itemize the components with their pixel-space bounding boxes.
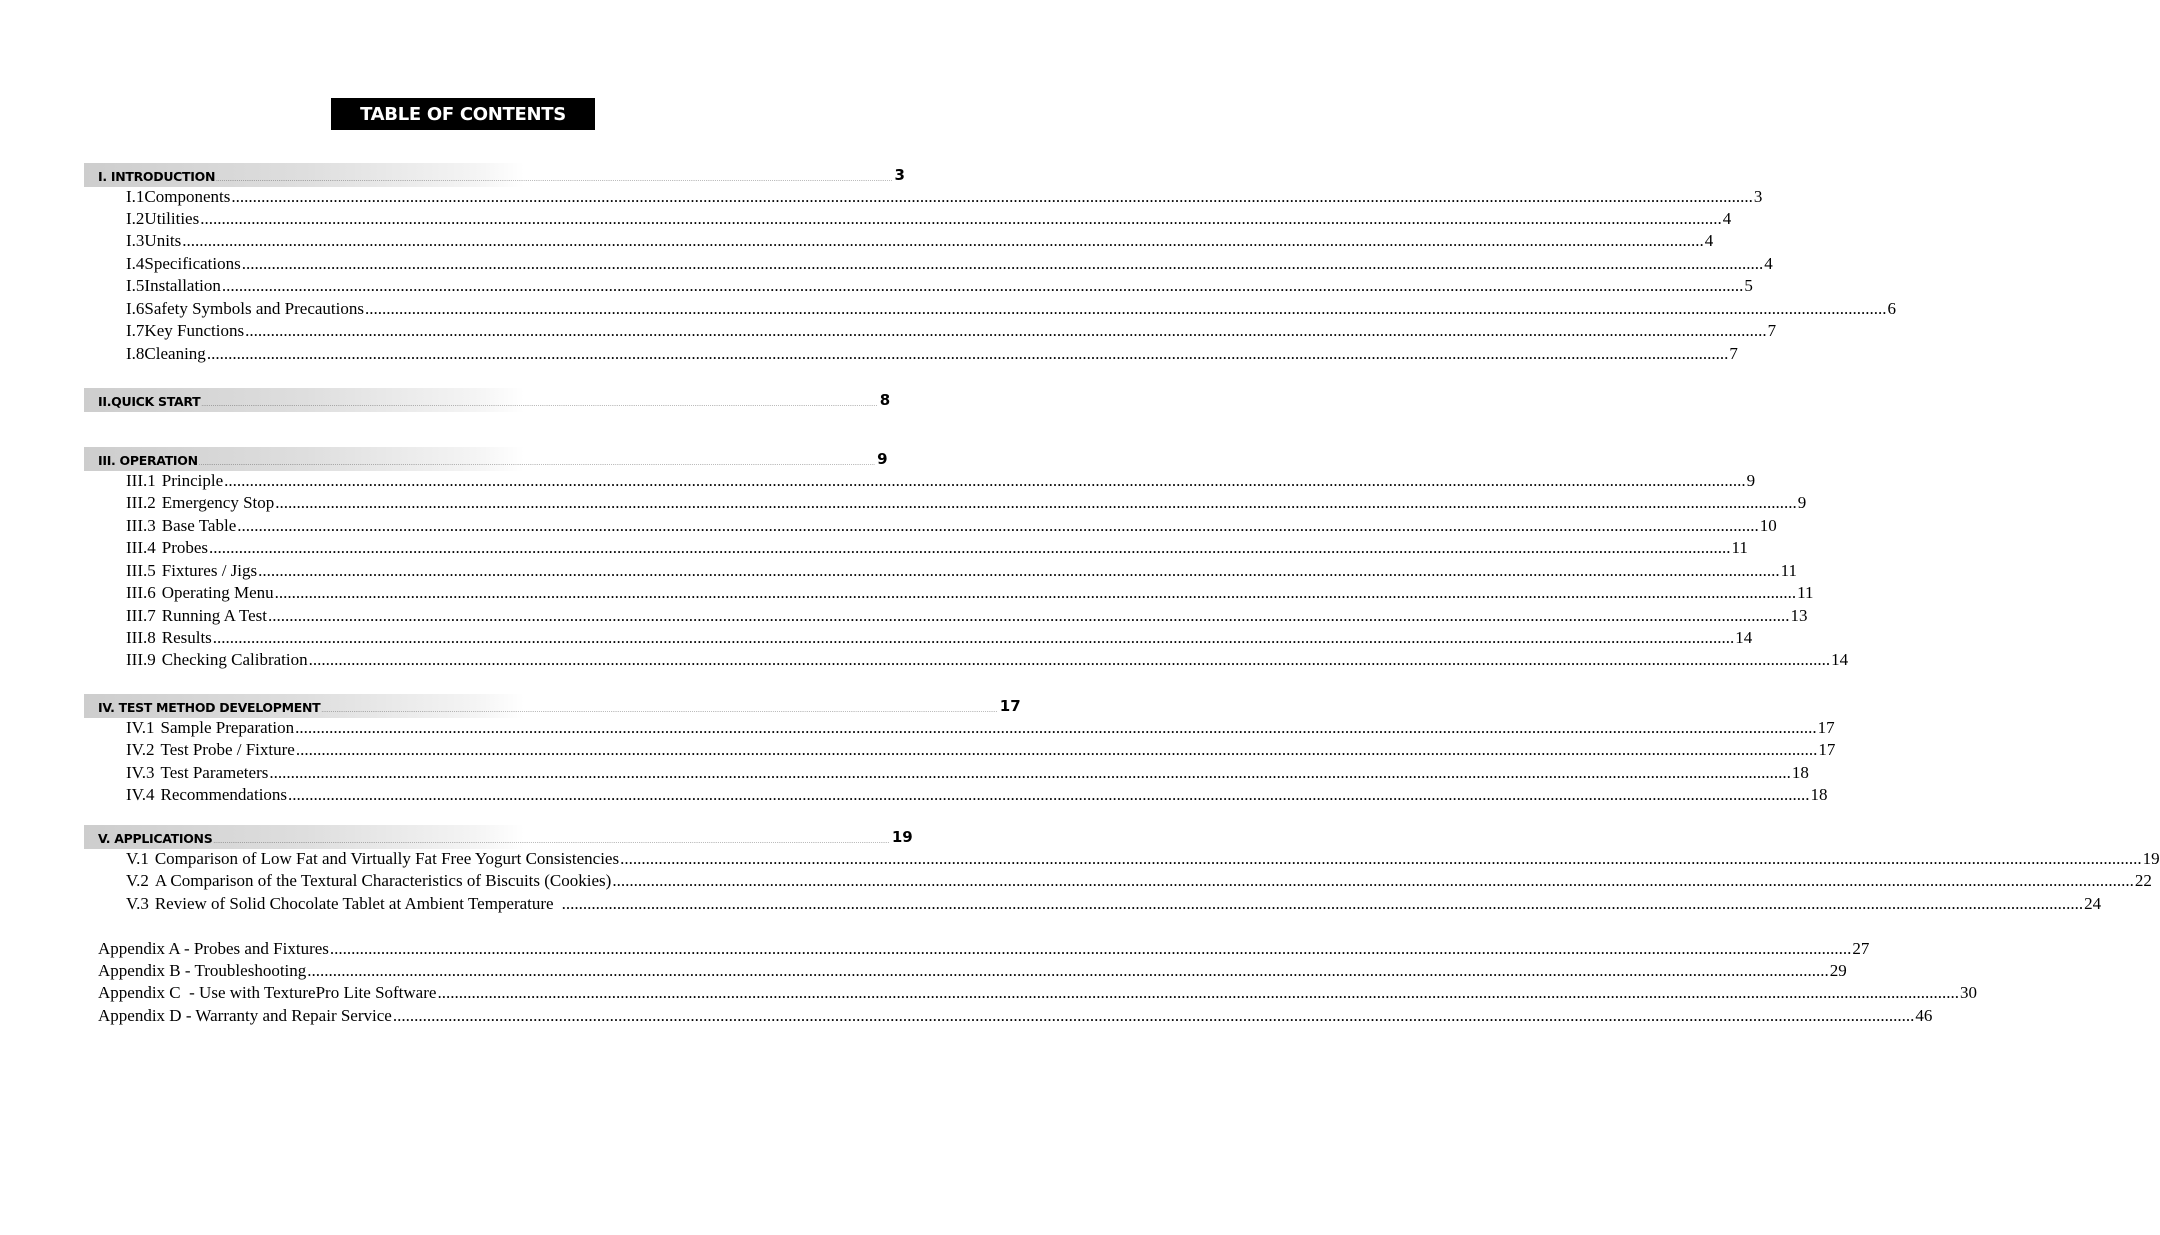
toc-entry[interactable] [126, 871, 2152, 893]
entry-page: 11 [1731, 538, 1748, 557]
toc-entry[interactable] [126, 785, 1828, 807]
section-heading-quick-start[interactable] [84, 388, 891, 412]
toc-entry[interactable] [126, 718, 1835, 740]
entry-title: Cleaning [144, 344, 206, 363]
toc-entry[interactable] [126, 894, 2102, 916]
dot-leader: ...................................................................................................................................................................................................................................................................................................................................................................... [275, 493, 1797, 512]
entry-number: I.2 [126, 209, 145, 228]
dot-leader: ...................................................................................................................................................................................................................................................................................................................................................................... [329, 939, 1852, 958]
entry-page: 29 [1829, 961, 1847, 980]
toc-entry[interactable] [126, 628, 1753, 650]
entry-number: IV.2 [126, 740, 155, 759]
entry-number: III.3 [126, 516, 156, 535]
dot-leader: ...................................................................................................................................................................................................................................................................................................................................................................... [274, 583, 1797, 602]
entry-title: Probes [161, 538, 209, 557]
appendix-entry[interactable] [98, 961, 1847, 983]
section-heading-introduction[interactable] [84, 163, 905, 187]
appendix-entry[interactable] [98, 983, 1977, 1005]
entry-page: 17 [1817, 718, 1835, 737]
section-heading-applications[interactable] [84, 825, 913, 849]
entry-page: 13 [1790, 606, 1808, 625]
dot-leader: ...................................................................................................................................................................................................................................................................................................................................................................... [241, 254, 1764, 273]
toc-entry[interactable] [126, 493, 1807, 515]
entry-page: 4 [1704, 231, 1714, 250]
toc-entry[interactable] [126, 516, 1777, 538]
entry-page: 11 [1797, 583, 1814, 602]
dot-leader: ...................................................................................................................................................................................................................................................................................................................................................................... [392, 1006, 1915, 1025]
entry-number: III.1 [126, 471, 156, 490]
entry-number: I.8 [126, 344, 145, 363]
dot-leader: ...................................................................................................................................................................................................................................................................................................................................................................... [198, 461, 876, 467]
dot-leader: ...................................................................................................................................................................................................................................................................................................................................................................... [206, 344, 1729, 363]
entry-title: Operating Menu [161, 583, 274, 602]
entry-title: A Comparison of the Textural Characteristics of Biscuits (Cookies) [154, 871, 612, 890]
entry-page: 14 [1831, 650, 1849, 669]
dot-leader: ...................................................................................................................................................................................................................................................................................................................................................................... [295, 740, 1818, 759]
dot-leader: ...................................................................................................................................................................................................................................................................................................................................................................... [307, 961, 1829, 980]
toc-entry[interactable] [126, 606, 1808, 628]
toc-entry[interactable] [126, 344, 1738, 366]
dot-leader: ...................................................................................................................................................................................................................................................................................................................................................................... [258, 561, 1780, 580]
appendix-entry[interactable] [98, 1006, 1933, 1028]
dot-leader: ...................................................................................................................................................................................................................................................................................................................................................................... [224, 471, 1746, 490]
entry-page: 10 [1759, 516, 1777, 535]
section-label: I. INTRODUCTION [98, 169, 216, 184]
entry-title: Key Functions [144, 321, 245, 340]
entry-number: I.3 [126, 231, 145, 250]
dot-leader: ...................................................................................................................................................................................................................................................................................................................................................................... [321, 708, 998, 714]
toc-entry[interactable] [126, 763, 1809, 785]
dot-leader: ...................................................................................................................................................................................................................................................................................................................................................................... [213, 839, 890, 845]
entry-title: Installation [144, 276, 221, 295]
dot-leader: ...................................................................................................................................................................................................................................................................................................................................................................... [295, 718, 1817, 737]
dot-leader: ...................................................................................................................................................................................................................................................................................................................................................................... [308, 650, 1831, 669]
appendix-entry[interactable] [98, 939, 1870, 961]
entry-title: Recommendations [160, 785, 288, 804]
dot-leader: ...................................................................................................................................................................................................................................................................................................................................................................... [612, 871, 2134, 890]
toc-entry[interactable] [126, 740, 1836, 762]
entry-page: 5 [1744, 276, 1753, 295]
entry-page: 4 [1764, 254, 1773, 273]
dot-leader: ...................................................................................................................................................................................................................................................................................................................................................................... [267, 606, 1790, 625]
entry-page: 7 [1729, 344, 1738, 363]
entry-number: III.5 [126, 561, 156, 580]
entry-title: Appendix D - Warranty and Repair Service [98, 1006, 392, 1025]
toc-entry[interactable] [126, 650, 1849, 672]
toc-entry[interactable] [126, 583, 1814, 605]
section-label: III. OPERATION [98, 453, 198, 468]
entry-page: 18 [1810, 785, 1828, 804]
dot-leader: ...................................................................................................................................................................................................................................................................................................................................................................... [288, 785, 1810, 804]
section-label: V. APPLICATIONS [98, 831, 213, 846]
entry-number: I.7 [126, 321, 145, 340]
entry-number: V.2 [126, 871, 149, 890]
entry-page: 19 [2142, 849, 2160, 868]
entry-page: 27 [1852, 939, 1870, 958]
toc-entry[interactable] [126, 321, 1777, 343]
page-title: TABLE OF CONTENTS [331, 98, 595, 130]
dot-leader: ...................................................................................................................................................................................................................................................................................................................................................................... [561, 894, 2084, 913]
entry-number: IV.3 [126, 763, 155, 782]
entry-page: 14 [1735, 628, 1753, 647]
section-page: 17 [999, 697, 1021, 715]
entry-title: Test Probe / Fixture [160, 740, 295, 759]
dot-leader: ...................................................................................................................................................................................................................................................................................................................................................................... [212, 628, 1735, 647]
entry-page: 4 [1722, 209, 1732, 228]
toc-entry[interactable] [126, 299, 1896, 321]
entry-number: I.4 [126, 254, 145, 273]
section-heading-operation[interactable] [84, 447, 888, 471]
dot-leader: ...................................................................................................................................................................................................................................................................................................................................................................... [620, 849, 2142, 868]
entry-title: Specifications [144, 254, 241, 273]
dot-leader: ...................................................................................................................................................................................................................................................................................................................................................................... [437, 983, 1959, 1002]
toc-entry[interactable] [126, 561, 1798, 583]
section-page: 19 [891, 828, 913, 846]
dot-leader: ...................................................................................................................................................................................................................................................................................................................................................................... [364, 299, 1887, 318]
entry-page: 17 [1818, 740, 1836, 759]
entry-title: Principle [161, 471, 224, 490]
section-label: IV. TEST METHOD DEVELOPMENT [98, 700, 321, 715]
entry-title: Test Parameters [160, 763, 269, 782]
dot-leader: ...................................................................................................................................................................................................................................................................................................................................................................... [201, 402, 878, 408]
entry-title: Results [161, 628, 212, 647]
dot-leader: ...................................................................................................................................................................................................................................................................................................................................................................... [182, 231, 1704, 250]
dot-leader: ...................................................................................................................................................................................................................................................................................................................................................................... [237, 516, 1759, 535]
toc-entry[interactable] [126, 254, 1773, 276]
dot-leader: ...................................................................................................................................................................................................................................................................................................................................................................... [245, 321, 1767, 340]
entry-number: III.6 [126, 583, 156, 602]
entry-page: 3 [1753, 187, 1763, 206]
entry-number: III.8 [126, 628, 156, 647]
toc-entry[interactable] [126, 209, 1732, 231]
entry-title: Units [144, 231, 182, 250]
entry-number: V.1 [126, 849, 149, 868]
entry-page: 11 [1780, 561, 1798, 580]
entry-title: Components [144, 187, 231, 206]
entry-number: III.7 [126, 606, 156, 625]
toc-entry[interactable] [126, 538, 1748, 560]
dot-leader: ...................................................................................................................................................................................................................................................................................................................................................................... [216, 177, 893, 183]
entry-number: III.4 [126, 538, 156, 557]
toc-entry[interactable] [126, 187, 1763, 209]
entry-page: 18 [1791, 763, 1809, 782]
section-label: II.QUICK START [98, 394, 201, 409]
toc-entry[interactable] [126, 471, 1756, 493]
section-page: 9 [877, 450, 888, 468]
entry-title: Emergency Stop [161, 493, 275, 512]
entry-page: 24 [2084, 894, 2102, 913]
entry-title: Checking Calibration [161, 650, 308, 669]
entry-page: 30 [1959, 983, 1977, 1002]
dot-leader: ...................................................................................................................................................................................................................................................................................................................................................................... [200, 209, 1722, 228]
entry-number: IV.4 [126, 785, 155, 804]
entry-title: Review of Solid Chocolate Tablet at Ambient Temperature [154, 894, 554, 913]
entry-title: Base Table [161, 516, 237, 535]
entry-page: 46 [1915, 1006, 1933, 1025]
section-page: 3 [894, 166, 905, 184]
entry-page: 22 [2134, 871, 2152, 890]
dot-leader: ...................................................................................................................................................................................................................................................................................................................................................................... [209, 538, 1731, 557]
entry-title: Sample Preparation [160, 718, 295, 737]
entry-title: Appendix C - Use with TexturePro Lite Software [98, 983, 437, 1002]
entry-title: Comparison of Low Fat and Virtually Fat Free Yogurt Consistencies [154, 849, 620, 868]
section-heading-test-method-development[interactable] [84, 694, 1021, 718]
entry-title: Utilities [144, 209, 200, 228]
toc-entry[interactable] [126, 276, 1753, 298]
dot-leader: ...................................................................................................................................................................................................................................................................................................................................................................... [231, 187, 1753, 206]
entry-page: 7 [1767, 321, 1777, 340]
entry-number: III.2 [126, 493, 156, 512]
entry-number: I.5 [126, 276, 145, 295]
section-page: 8 [879, 391, 891, 409]
toc-entry[interactable] [126, 849, 2160, 871]
entry-title: Appendix B - Troubleshooting [98, 961, 307, 980]
entry-title: Appendix A - Probes and Fixtures [98, 939, 329, 958]
entry-number: III.9 [126, 650, 156, 669]
entry-page: 9 [1797, 493, 1807, 512]
entry-number: I.6 [126, 299, 145, 318]
entry-title: Fixtures / Jigs [161, 561, 258, 580]
dot-leader: ...................................................................................................................................................................................................................................................................................................................................................................... [269, 763, 1791, 782]
entry-number: IV.1 [126, 718, 155, 737]
entry-page: 9 [1746, 471, 1756, 490]
entry-page: 6 [1887, 299, 1896, 318]
entry-title: Running A Test [161, 606, 267, 625]
dot-leader: ...................................................................................................................................................................................................................................................................................................................................................................... [221, 276, 1744, 295]
entry-number: V.3 [126, 894, 149, 913]
entry-number: I.1 [126, 187, 145, 206]
entry-title: Safety Symbols and Precautions [144, 299, 364, 318]
toc-entry[interactable] [126, 231, 1714, 253]
